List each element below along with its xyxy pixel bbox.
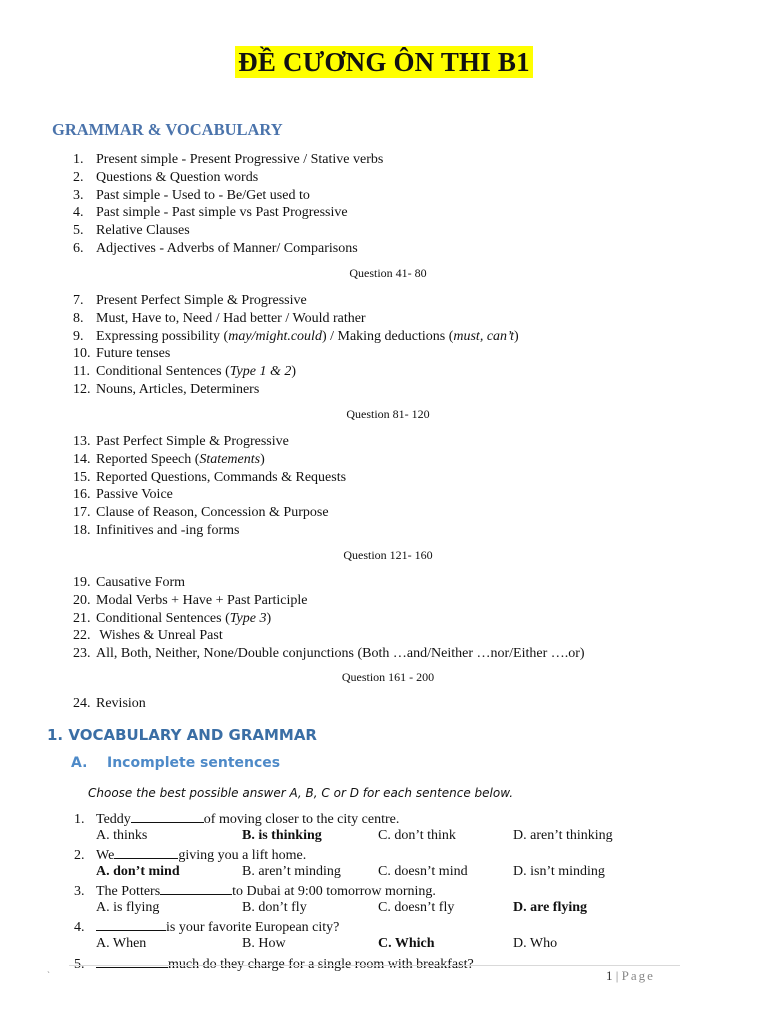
topic-item xyxy=(73,310,519,328)
question-range-label: Question 81- 120 xyxy=(346,407,430,421)
topic-text: Wishes & Unreal Past xyxy=(96,628,223,644)
topic-text: Past simple - Past simple vs Past Progressive xyxy=(96,205,348,221)
topic-item xyxy=(73,328,519,346)
question-range-label: Question 41- 80 xyxy=(349,266,427,280)
answer-option-c: C. doesn’t fly xyxy=(378,900,455,915)
answer-options xyxy=(96,935,696,953)
topic-number: 7. xyxy=(73,293,84,308)
topic-item xyxy=(73,451,346,469)
footer-divider xyxy=(69,965,680,966)
question-range-label: Question 161 - 200 xyxy=(341,670,435,684)
sub-heading-text: Incomplete sentences xyxy=(107,755,281,771)
topic-item xyxy=(73,522,346,540)
topic-number: 3. xyxy=(73,187,84,203)
topic-item xyxy=(73,292,519,310)
topic-item xyxy=(73,627,585,645)
answer-options xyxy=(96,827,696,845)
answer-option-c: C. Which xyxy=(378,936,435,951)
question-stem xyxy=(74,845,306,863)
answer-blank xyxy=(160,881,232,895)
answer-option-d: D. are flying xyxy=(513,900,588,915)
question-text-after: to Dubai at 9:00 tomorrow morning. xyxy=(232,884,436,899)
topic-number: 20. xyxy=(73,592,91,608)
footer-separator: | xyxy=(615,968,619,983)
grammar-vocabulary-heading: GRAMMAR & VOCABULARY xyxy=(52,120,283,139)
topic-item xyxy=(73,695,146,713)
topic-item xyxy=(73,469,346,487)
topic-number: 24. xyxy=(73,696,91,711)
answer-option-d: D. aren’t thinking xyxy=(513,828,613,843)
answer-options xyxy=(96,899,696,917)
question-text-before: The Potters xyxy=(96,884,161,899)
topic-number: 16. xyxy=(73,487,91,503)
topic-item xyxy=(73,169,383,187)
document-title: ĐỀ CƯƠNG ÔN THI B1 xyxy=(235,46,533,78)
question-number: 3. xyxy=(74,884,85,899)
title-container xyxy=(0,46,768,78)
topic-item xyxy=(73,151,383,169)
topic-number: 23. xyxy=(73,646,91,661)
topic-item xyxy=(73,381,519,399)
topic-number: 22. xyxy=(73,628,91,644)
topic-text: Clause of Reason, Concession & Purpose xyxy=(96,505,329,520)
topic-item xyxy=(73,592,585,610)
topic-number: 1. xyxy=(73,152,84,167)
answer-option-c: C. don’t think xyxy=(378,828,456,843)
answer-option-b: B. How xyxy=(242,936,286,951)
question-stem xyxy=(74,917,339,935)
answer-option-b: B. is thinking xyxy=(242,828,322,843)
topic-text: Reported Questions, Commands & Requests xyxy=(96,469,347,485)
question-range-label: Question 121- 160 xyxy=(343,548,433,562)
topic-number: 10. xyxy=(73,346,91,362)
question-text-after: of moving closer to the city centre. xyxy=(203,812,400,827)
topic-item xyxy=(73,222,383,240)
answer-blank xyxy=(114,845,178,859)
topic-number: 11. xyxy=(73,364,90,379)
topic-number: 4. xyxy=(73,205,84,221)
topic-text: Past simple - Used to - Be/Get used to xyxy=(96,187,310,203)
topic-group xyxy=(73,151,383,258)
topic-number: 21. xyxy=(73,610,91,626)
question-number: 4. xyxy=(74,920,85,935)
question-stem xyxy=(74,881,436,899)
topic-item xyxy=(73,504,346,522)
topic-item xyxy=(73,187,383,205)
topic-number: 5. xyxy=(73,223,84,238)
topic-group xyxy=(73,574,585,663)
question-number: 1. xyxy=(74,812,85,827)
question-stem xyxy=(74,954,474,972)
topic-number: 15. xyxy=(73,469,91,485)
topic-item xyxy=(73,363,519,381)
topic-text: Past Perfect Simple & Progressive xyxy=(96,434,289,449)
topic-item xyxy=(73,610,585,628)
answer-option-d: D. Who xyxy=(513,936,558,951)
topic-text: Infinitives and -ing forms xyxy=(96,522,240,538)
topic-text: Revision xyxy=(96,696,146,711)
question-text-before: We xyxy=(96,848,115,863)
topic-number: 2. xyxy=(73,169,84,185)
topic-group xyxy=(73,695,146,713)
page-word: Page xyxy=(621,968,655,983)
topic-text: All, Both, Neither, None/Double conjunctions (Both …and/Neither …nor/Either ….or) xyxy=(96,646,585,661)
answer-option-a: A. is flying xyxy=(96,900,160,915)
topic-text: Relative Clauses xyxy=(96,223,190,238)
topic-text: Conditional Sentences (Type 3) xyxy=(96,610,272,626)
topic-number: 19. xyxy=(73,575,91,590)
topic-group xyxy=(73,292,519,399)
topic-number: 8. xyxy=(73,310,84,326)
question-text-after: much do they charge for a single room with breakfast? xyxy=(168,957,474,972)
topic-text: Present simple - Present Progressive / Stative verbs xyxy=(96,152,384,167)
question-text-after: giving you a lift home. xyxy=(178,848,307,863)
answer-option-c: C. doesn’t mind xyxy=(378,864,468,879)
question-text-before: Teddy xyxy=(96,812,131,827)
question-text-after: is your favorite European city? xyxy=(166,920,340,935)
answer-option-a: A. don’t mind xyxy=(96,864,180,879)
topic-number: 17. xyxy=(73,505,91,520)
topic-number: 12. xyxy=(73,381,91,397)
instruction-text: Choose the best possible answer A, B, C or D for each sentence below. xyxy=(88,786,514,800)
topic-text: Conditional Sentences (Type 1 & 2) xyxy=(96,364,297,379)
topic-group xyxy=(73,433,346,540)
topic-item xyxy=(73,486,346,504)
topic-text: Modal Verbs + Have + Past Participle xyxy=(96,592,308,608)
answer-blank xyxy=(96,917,166,931)
answer-options xyxy=(96,863,696,881)
topic-item xyxy=(73,574,585,592)
topic-item xyxy=(73,345,519,363)
topic-number: 9. xyxy=(73,328,84,344)
topic-item xyxy=(73,433,346,451)
question-number: 2. xyxy=(74,848,85,863)
topic-text: Must, Have to, Need / Had better / Would rather xyxy=(96,310,366,326)
answer-option-b: B. aren’t minding xyxy=(242,864,341,879)
topic-text: Expressing possibility (may/might.could) / Making deductions (must, can’t) xyxy=(96,328,519,344)
answer-option-a: A. thinks xyxy=(96,828,148,843)
topic-item xyxy=(73,204,383,222)
topic-number: 6. xyxy=(73,240,84,256)
question-number: 5. xyxy=(74,957,85,972)
topic-text: Future tenses xyxy=(96,346,171,362)
page-number: 1 xyxy=(606,968,613,983)
topic-number: 18. xyxy=(73,522,91,538)
question-stem xyxy=(74,809,399,827)
topic-text: Questions & Question words xyxy=(96,169,259,185)
topic-text: Causative Form xyxy=(96,575,186,590)
answer-option-b: B. don’t fly xyxy=(242,900,307,915)
topic-number: 13. xyxy=(73,434,91,449)
footer-mark: ` xyxy=(47,970,50,980)
topic-text: Adjectives - Adverbs of Manner/ Comparisons xyxy=(96,240,358,256)
topic-item xyxy=(73,240,383,258)
section-heading: 1. VOCABULARY AND GRAMMAR xyxy=(47,726,317,744)
topic-text: Nouns, Articles, Determiners xyxy=(96,381,260,397)
topic-number: 14. xyxy=(73,451,91,467)
topic-item xyxy=(73,645,585,663)
page-footer xyxy=(606,968,655,984)
answer-option-a: A. When xyxy=(96,936,147,951)
topic-text: Reported Speech (Statements) xyxy=(96,451,265,467)
sub-heading xyxy=(71,755,280,771)
answer-blank xyxy=(131,809,204,823)
sub-heading-letter: A. xyxy=(71,755,88,771)
topic-text: Present Perfect Simple & Progressive xyxy=(96,293,307,308)
answer-option-d: D. isn’t minding xyxy=(513,864,605,879)
topic-text: Passive Voice xyxy=(96,487,173,503)
